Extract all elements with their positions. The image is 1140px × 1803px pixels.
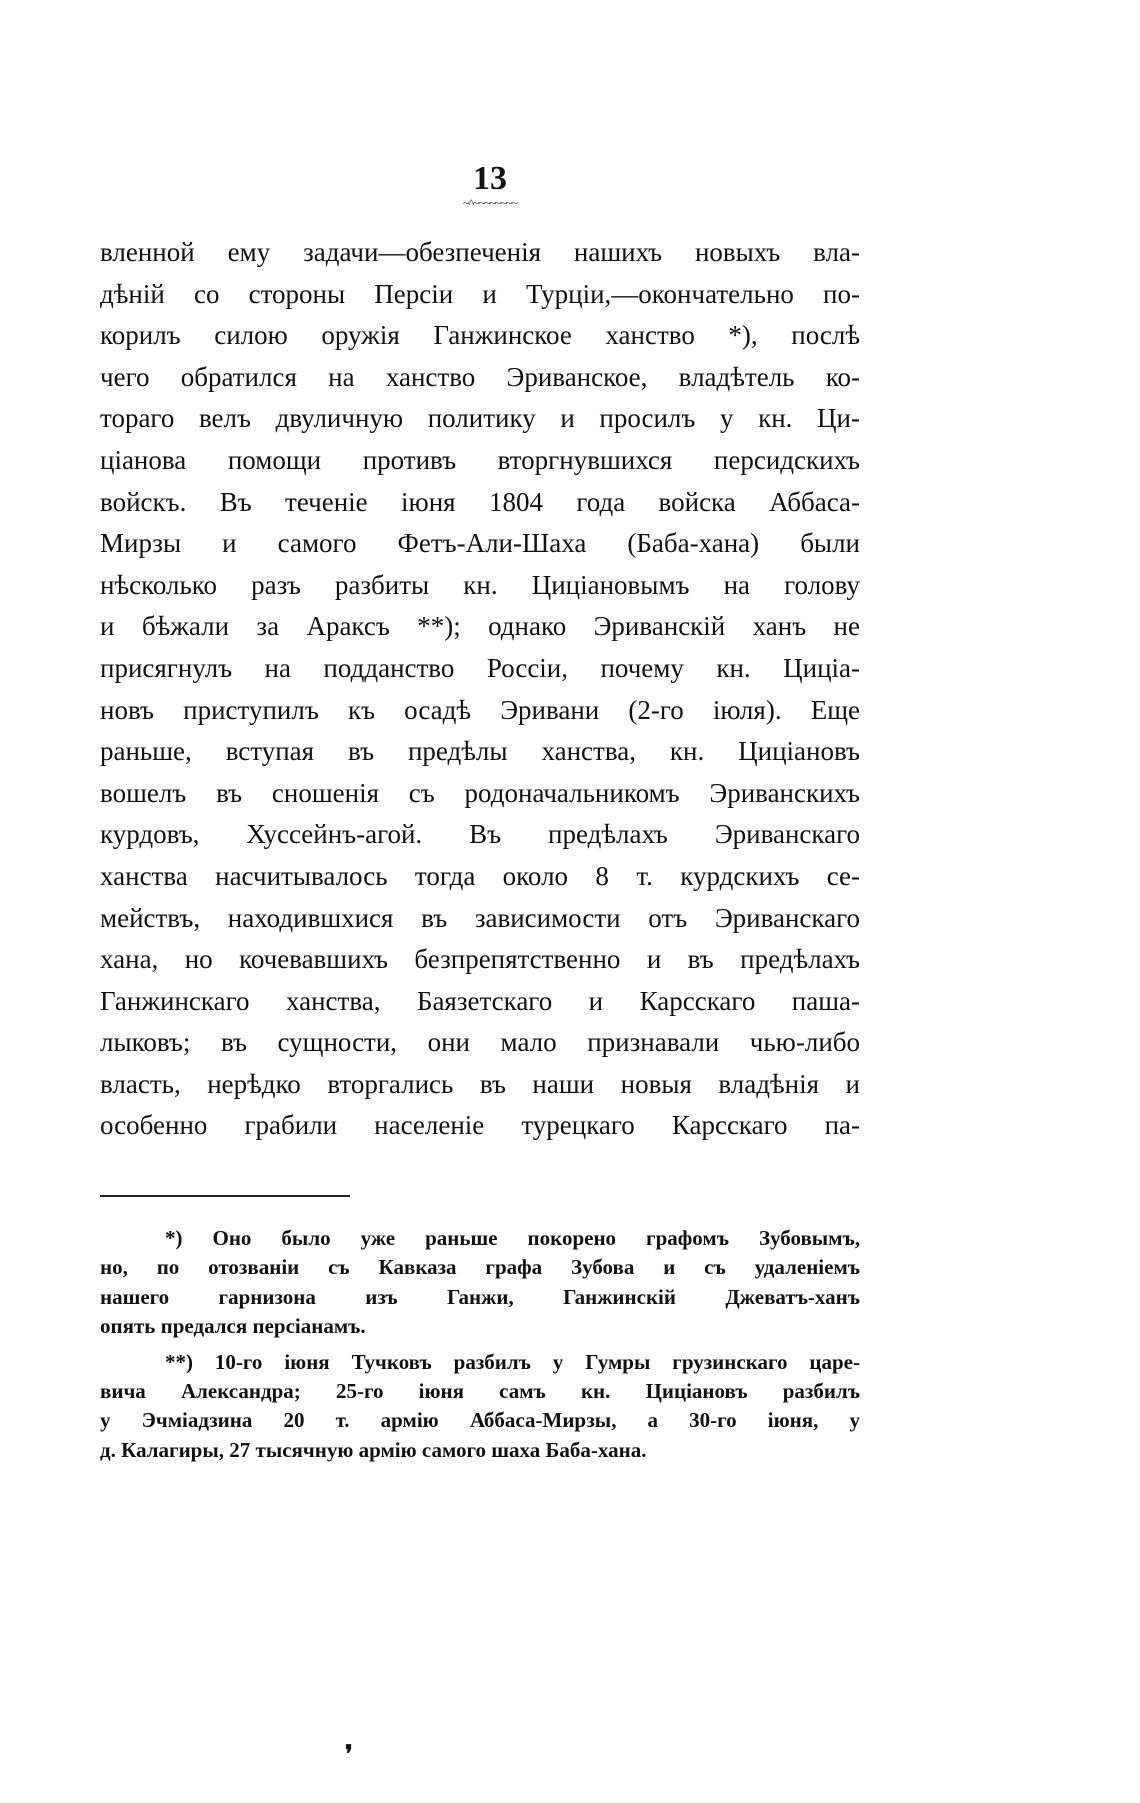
stray-ink-mark: ❜ xyxy=(345,1742,353,1768)
text-line: корилъ силою оружія Ганжинское ханство *), послѣ xyxy=(100,320,860,351)
text-line: ціанова помощи противъ вторгнувшихся персидскихъ xyxy=(100,444,860,475)
footnote-line: *) Оно было уже раньше покорено графомъ Зубовымъ, xyxy=(165,1226,860,1250)
text-line: хана, но кочевавшихъ безпрепятственно и въ предѣлахъ xyxy=(100,944,860,975)
text-line: ханства насчитывалось тогда около 8 т. курдскихъ се- xyxy=(100,860,860,891)
text-line: Ганжинскаго ханства, Баязетскаго и Карсскаго паша- xyxy=(100,985,860,1016)
footnote-line: д. Калагиры, 27 тысячную армію самого шаха Баба-хана. xyxy=(100,1437,647,1462)
footnote-line: у Эчміадзина 20 т. армію Аббаса-Мирзы, а 30-го іюня, у xyxy=(100,1408,860,1433)
text-line: власть, нерѣдко вторгались въ наши новыя владѣнія и xyxy=(100,1068,860,1099)
footnotes xyxy=(100,1224,860,1465)
footnote-line: опять предался персіанамъ. xyxy=(100,1314,366,1339)
page-number-ornament: ~^~~~~~~~~ xyxy=(462,196,518,210)
text-line: новъ приступилъ къ осадѣ Эривани (2-го іюля). Еще xyxy=(100,694,860,725)
text-line: нѣсколько разъ разбиты кн. Циціановымъ на голову xyxy=(100,569,860,600)
main-text xyxy=(100,232,860,1147)
text-line: тораго велъ двуличную политику и просилъ у кн. Ци- xyxy=(100,403,860,434)
text-line: раньше, вступая въ предѣлы ханства, кн. Циціановъ xyxy=(100,736,860,767)
text-line: дѣній со стороны Персіи и Турціи,—окончательно по- xyxy=(100,278,860,309)
text-line: лыковъ; въ сущности, они мало признавали чью-либо xyxy=(100,1027,860,1058)
page-number: 13 xyxy=(473,160,507,197)
text-line: вошелъ въ сношенія съ родоначальникомъ Эриванскихъ xyxy=(100,777,860,808)
footnote-line: **) 10-го іюня Тучковъ разбилъ у Гумры грузинскаго царе- xyxy=(165,1349,860,1374)
text-line: чего обратился на ханство Эриванское, владѣтель ко- xyxy=(100,361,860,392)
footnote-separator xyxy=(100,1195,350,1197)
text-line: войскъ. Въ теченіе іюня 1804 года войска Аббаса- xyxy=(100,486,860,517)
text-line: вленной ему задачи—обезпеченія нашихъ новыхъ вла- xyxy=(100,237,860,267)
text-line: мействъ, находившхися въ зависимости отъ Эриванскаго xyxy=(100,902,860,933)
text-line: курдовъ, Хуссейнъ-агой. Въ предѣлахъ Эриванскаго xyxy=(100,819,860,850)
footnote-line: нашего гарнизона изъ Ганжи, Ганжинскій Джеватъ-ханъ xyxy=(100,1284,860,1309)
footnote-line: но, по отозваніи съ Кавказа графа Зубова и съ удаленіемъ xyxy=(100,1255,860,1280)
text-line: Мирзы и самого Фетъ-Али-Шаха (Баба-хана) были xyxy=(100,528,860,559)
footnote-line: вича Александра; 25-го іюня самъ кн. Циціановъ разбилъ xyxy=(100,1378,860,1403)
text-line: присягнулъ на подданство Россіи, почему кн. Циціа- xyxy=(100,652,860,683)
text-line: особенно грабили населеніе турецкаго Карсскаго па- xyxy=(100,1110,860,1141)
text-line: и бѣжали за Араксъ **); однако Эриванскій ханъ не xyxy=(100,611,860,642)
